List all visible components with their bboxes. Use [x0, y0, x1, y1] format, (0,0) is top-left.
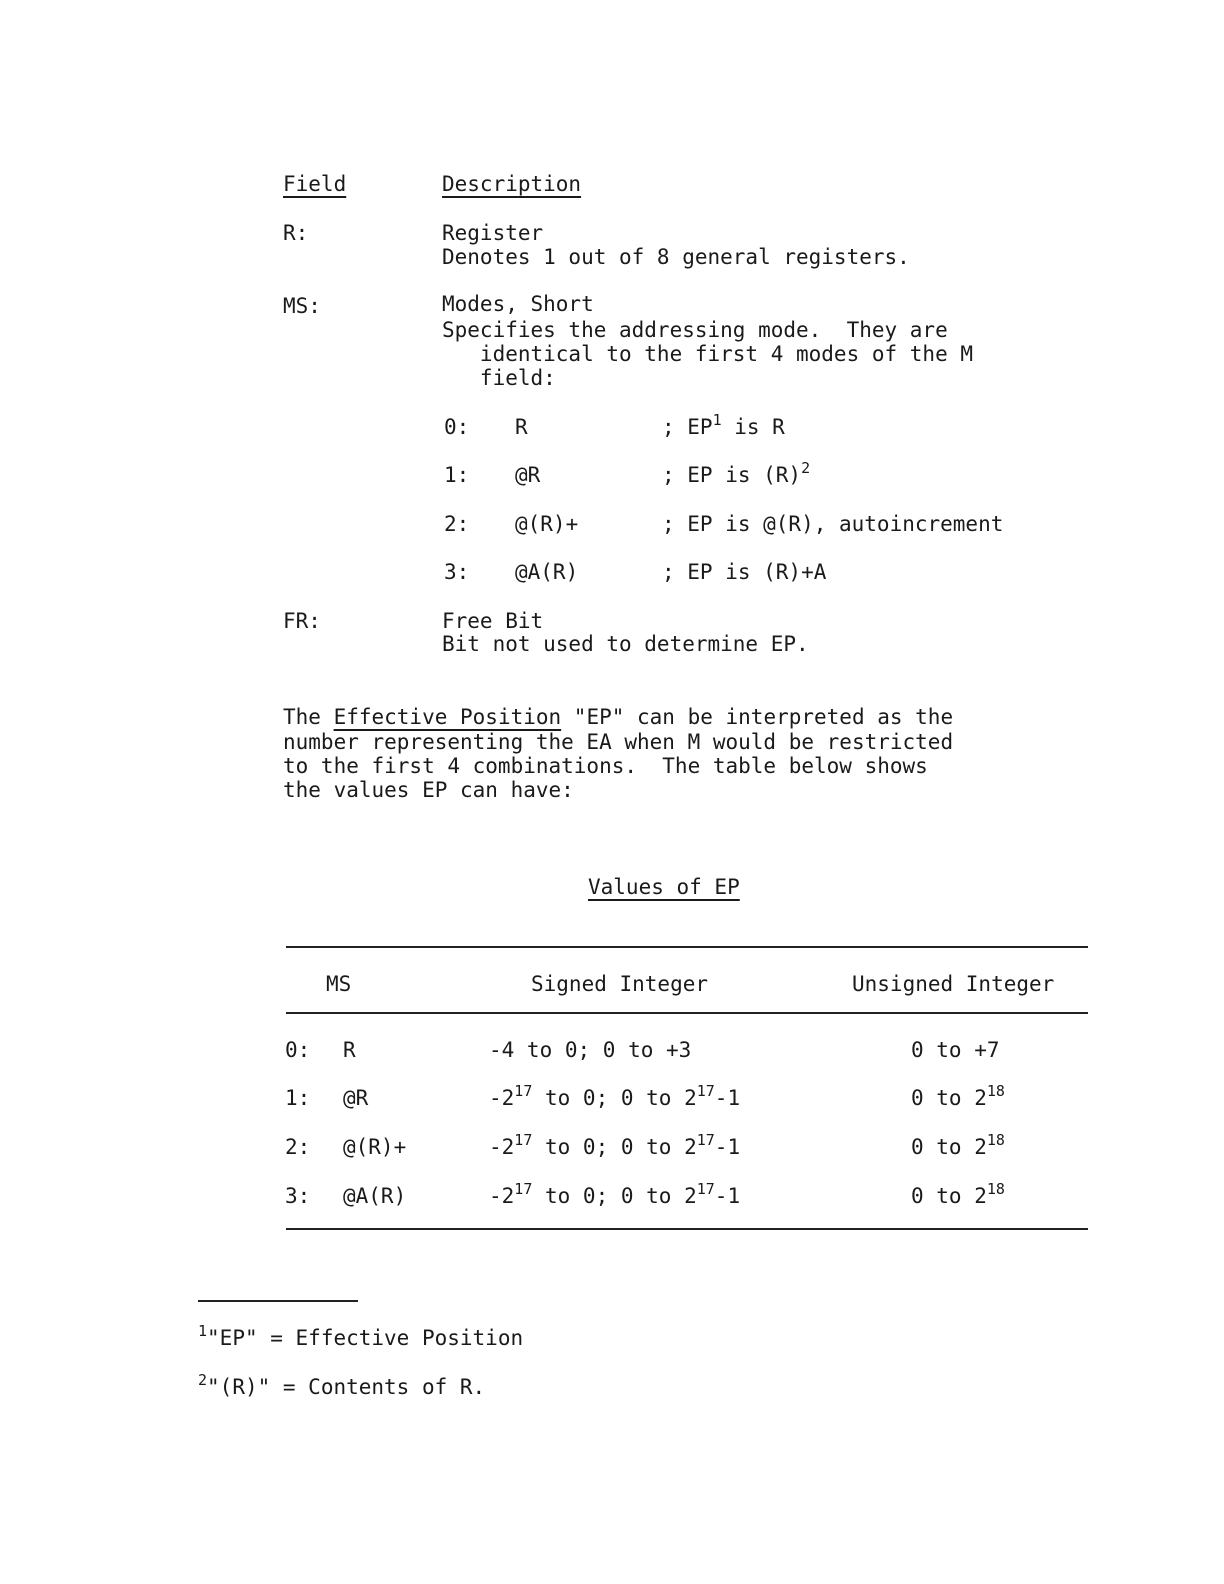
footnote-ref-1: 1 [712, 411, 722, 429]
row-number: 2: [285, 1135, 311, 1159]
row-signed: $-2^{17}$ to 0; 0 to $2^{17}-1$ [489, 1131, 741, 1159]
row-unsigned: 0 to $2^{18}$ [911, 1131, 1005, 1159]
field-name-ms: MS: [283, 294, 321, 318]
mode-number: 3: [444, 560, 470, 584]
paragraph-line-4: the values EP can have: [283, 778, 574, 802]
description-column-heading: Description [442, 172, 582, 196]
field-title-register: Register [442, 221, 544, 245]
row-ms: @(R)+ [343, 1135, 407, 1159]
row-number: 0: [285, 1038, 311, 1062]
field-name-r: R: [283, 221, 309, 245]
field-desc-ms-line2: identical to the first 4 modes of the M [442, 342, 974, 366]
field-column-heading: Field [283, 172, 347, 196]
table-title: Values of EP [588, 875, 740, 899]
field-title-modes-short: Modes, Short [442, 292, 594, 316]
footnote-1: $^1$"EP" = Effective Position [198, 1322, 524, 1350]
mode-symbol: R [515, 415, 528, 439]
row-number: 3: [285, 1184, 311, 1208]
mode-number: 1: [444, 463, 470, 487]
table-bottom-rule [286, 1228, 1088, 1230]
row-signed: $-2^{17}$ to 0; 0 to $2^{17}-1$ [489, 1082, 741, 1110]
mode-number: 2: [444, 512, 470, 536]
mode-description: ; EP is @(R), autoincrement [662, 512, 1004, 536]
table-header-signed: Signed Integer [531, 972, 709, 996]
row-unsigned: 0 to $2^{18}$ [911, 1180, 1005, 1208]
footnote-2: $^2$"(R)" = Contents of R. [198, 1371, 486, 1399]
row-ms: R [343, 1038, 356, 1062]
footnote-separator [198, 1300, 358, 1302]
effective-position-term: Effective Position [333, 705, 562, 729]
paragraph-line-3: to the first 4 combinations. The table below shows [283, 754, 928, 778]
row-ms: @A(R) [343, 1184, 407, 1208]
mode-symbol: @A(R) [515, 560, 579, 584]
mode-symbol: @(R)+ [515, 512, 579, 536]
field-desc-ms-line1: Specifies the addressing mode. They are [442, 318, 948, 342]
mode-description: ; $EP^1$ is R [662, 411, 785, 439]
row-number: 1: [285, 1086, 311, 1110]
field-desc-ms-line3: field: [442, 366, 556, 390]
table-header-ms: MS [326, 972, 352, 996]
row-signed: $-2^{17}$ to 0; 0 to $2^{17}-1$ [489, 1180, 741, 1208]
field-desc-free-bit: Bit not used to determine EP. [442, 632, 809, 656]
mode-description: ; EP is $(R)^2$ [662, 459, 811, 487]
mode-number: 0: [444, 415, 470, 439]
mode-symbol: @R [515, 463, 541, 487]
field-name-fr: FR: [283, 609, 321, 633]
table-header-unsigned: Unsigned Integer [852, 972, 1055, 996]
footnote-ref-2: 2 [801, 459, 811, 477]
field-title-free-bit: Free Bit [442, 609, 544, 633]
mode-description: ; EP is (R)+A [662, 560, 827, 584]
row-unsigned: 0 to $2^{18}$ [911, 1082, 1005, 1110]
row-unsigned: 0 to +7 [911, 1038, 1000, 1062]
table-header-rule [286, 1012, 1088, 1014]
field-desc-register: Denotes 1 out of 8 general registers. [442, 245, 910, 269]
paragraph-line-1: The Effective Position "EP" can be interpreted as the [283, 705, 954, 729]
row-signed: -4 to 0; 0 to +3 [489, 1038, 692, 1062]
row-ms: @R [343, 1086, 369, 1110]
table-top-rule [286, 946, 1088, 948]
paragraph-line-2: number representing the EA when M would be restricted [283, 730, 954, 754]
